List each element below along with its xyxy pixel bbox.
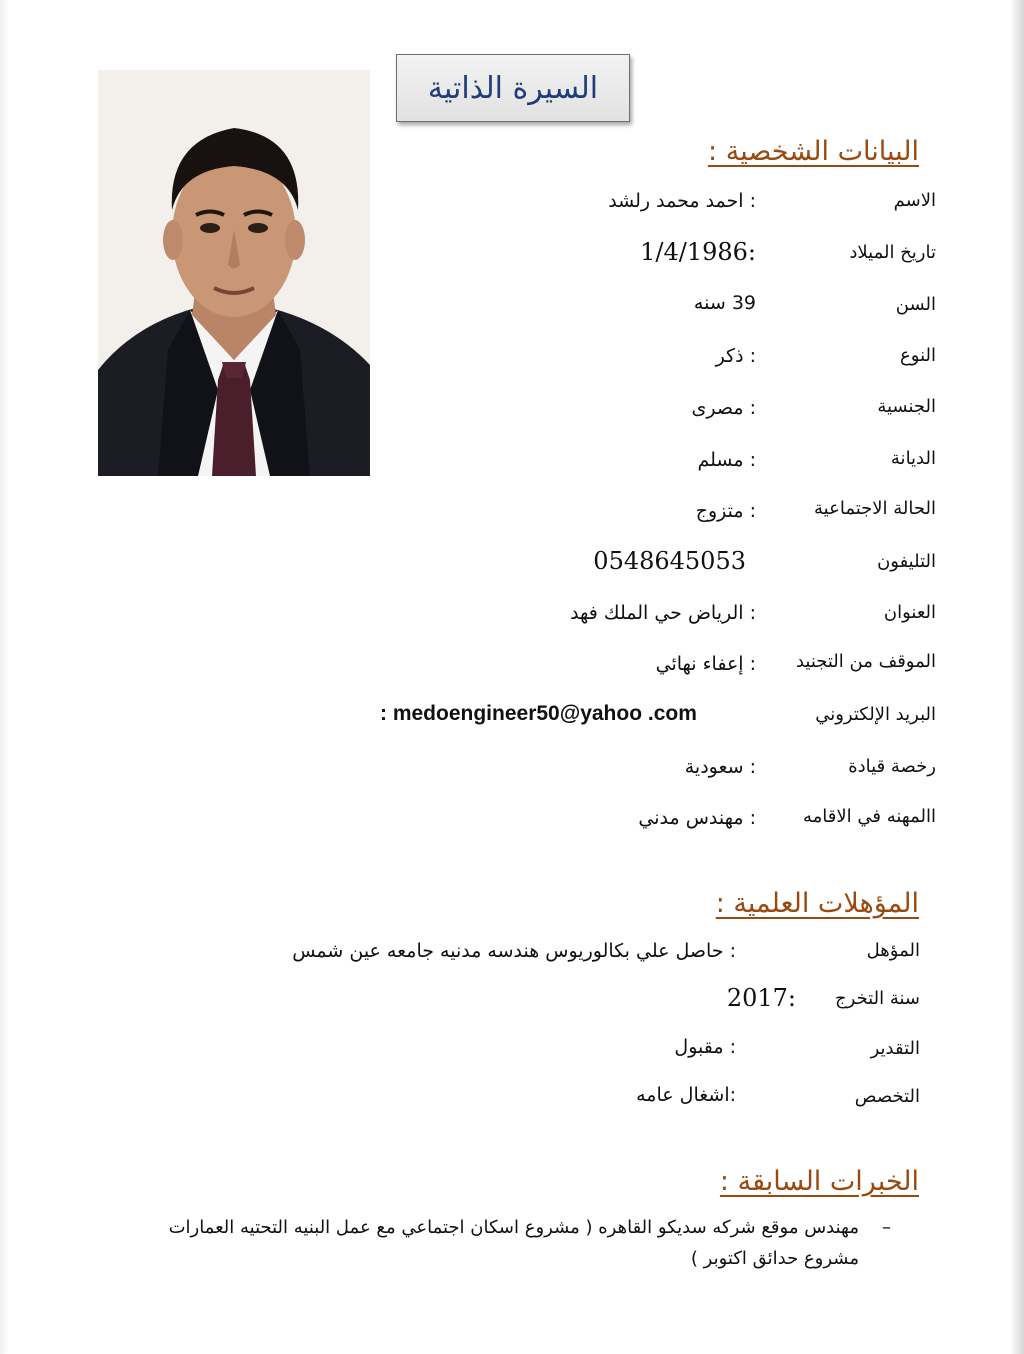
- graduation-year-label: سنة التخرج: [835, 988, 920, 1009]
- personal-data-heading: البيانات الشخصية :: [708, 136, 919, 167]
- birth-date-label: تاريخ الميلاد: [849, 242, 936, 263]
- name-value: : احمد محمد رلشد: [608, 190, 756, 212]
- experience-item: مهندس موقع شركه سديكو القاهره ( مشروع اسكان اجتماعي مع عمل البنيه التحتيه العمارات مشروع حدائق اكتوبر ): [168, 1217, 859, 1269]
- marital-status-value: : متزوج: [695, 500, 756, 522]
- degree-label: المؤهل: [866, 940, 920, 961]
- email-value[interactable]: [380, 702, 697, 726]
- age-value: 39 سنه: [693, 292, 756, 314]
- graduation-year-value: 2017:: [726, 984, 796, 1012]
- email-label: البريد الإلكتروني: [815, 704, 936, 725]
- page-edge-shade: [1010, 0, 1024, 1354]
- page-left-shade: [0, 0, 8, 1354]
- education-heading: المؤهلات العلمية :: [715, 888, 919, 919]
- residency-profession-value: : مهندس مدني: [638, 807, 756, 829]
- phone-value: 0548645053: [593, 547, 746, 575]
- degree-value: : حاصل علي بكالوريوس هندسه مدنيه جامعه عين شمس: [292, 940, 736, 962]
- marital-status-label: الحالة الاجتماعية: [814, 498, 936, 519]
- religion-value: : مسلم: [697, 449, 756, 471]
- specialty-label: التخصص: [854, 1086, 920, 1107]
- name-label: الاسم: [893, 190, 936, 211]
- cv-title-box: [396, 54, 630, 122]
- gender-label: النوع: [900, 345, 936, 366]
- grade-label: التقدير: [870, 1038, 920, 1059]
- religion-label: الديانة: [890, 448, 936, 469]
- age-label: السن: [895, 294, 936, 315]
- military-status-value: : إعفاء نهائي: [655, 653, 756, 675]
- address-value: : الرياض حي الملك فهد: [570, 602, 756, 624]
- specialty-value: :اشغال عامه: [636, 1084, 736, 1106]
- address-label: العنوان: [883, 602, 936, 623]
- experience-heading: الخبرات السابقة :: [719, 1166, 919, 1197]
- grade-value: : مقبول: [674, 1036, 736, 1058]
- experience-bullet: –: [882, 1217, 891, 1238]
- military-status-label: الموقف من التجنيد: [795, 651, 936, 672]
- portrait-illustration: [98, 70, 370, 476]
- gender-value: : ذكر: [715, 345, 756, 367]
- email-text[interactable]: : medoengineer50@yahoo .com: [380, 702, 697, 725]
- nationality-value: : مصرى: [691, 397, 756, 419]
- phone-label: التليفون: [877, 551, 936, 572]
- nationality-label: الجنسية: [877, 396, 936, 417]
- birth-date-value: 1/4/1986:: [640, 238, 756, 266]
- driving-license-value: : سعودية: [684, 756, 756, 778]
- cv-title: السيرة الذاتية: [427, 70, 599, 106]
- driving-license-label: رخصة قيادة: [848, 756, 936, 777]
- residency-profession-label: االمهنه في الاقامه: [803, 806, 936, 827]
- profile-photo: [98, 70, 370, 476]
